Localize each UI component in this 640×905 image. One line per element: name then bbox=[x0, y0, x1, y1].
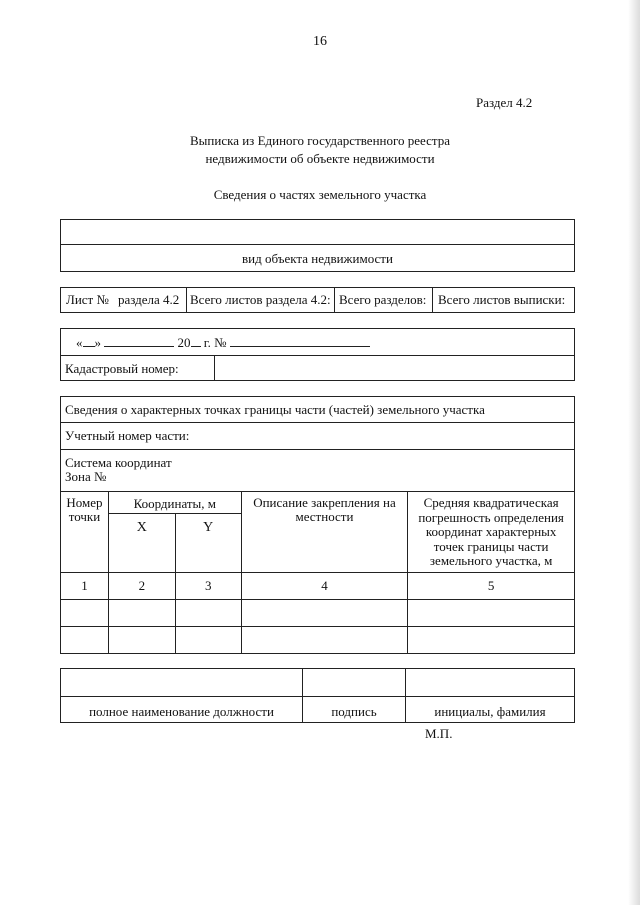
table-row bbox=[61, 626, 575, 653]
object-type-label: вид объекта недвижимости bbox=[242, 251, 393, 266]
document-title-line-2: недвижимости об объекте недвижимости bbox=[205, 151, 435, 166]
empty-cell bbox=[108, 600, 175, 626]
total-sections-label: Всего разделов: bbox=[339, 292, 427, 307]
zone-label: Зона № bbox=[65, 468, 107, 484]
empty-cell bbox=[408, 600, 575, 626]
signature-block bbox=[60, 668, 575, 723]
sheet-number-cell bbox=[61, 288, 187, 312]
year-prefix: 20 bbox=[177, 335, 191, 350]
empty-cell bbox=[61, 600, 109, 626]
col-header-point-number: Номер точки bbox=[61, 492, 109, 572]
total-sheets-extract-label: Всего листов выписки: bbox=[438, 292, 566, 307]
document-title-line-1: Выписка из Единого государственного реестра bbox=[190, 133, 450, 148]
object-type-divider bbox=[61, 244, 574, 245]
date-open-quote: « bbox=[76, 335, 83, 350]
col-header-description: Описание закрепления на местности bbox=[241, 492, 408, 572]
account-number-label: Учетный номер части: bbox=[61, 423, 575, 449]
page-edge-shadow bbox=[628, 0, 640, 905]
day-blank bbox=[83, 335, 95, 347]
col-header-coordinates: Координаты, м bbox=[108, 492, 241, 513]
coordinate-system-cell bbox=[61, 449, 575, 492]
total-sheets-extract-cell bbox=[433, 288, 574, 312]
empty-cell bbox=[175, 626, 241, 653]
empty-cell bbox=[241, 600, 408, 626]
document-subtitle: Сведения о частях земельного участка bbox=[213, 187, 427, 202]
date-divider bbox=[61, 355, 574, 356]
col-number-2: 2 bbox=[108, 572, 175, 599]
cadastral-number-label: Кадастровый номер: bbox=[65, 361, 179, 376]
year-blank bbox=[191, 335, 201, 347]
col-number-3: 3 bbox=[175, 572, 241, 599]
coordinate-system-label: Система координат bbox=[65, 454, 172, 470]
total-sheets-section-label: Всего листов раздела 4.2: bbox=[190, 292, 331, 307]
col-number-5: 5 bbox=[408, 572, 575, 599]
empty-cell bbox=[61, 626, 109, 653]
date-line bbox=[76, 335, 370, 351]
date-cadastral-box bbox=[60, 328, 575, 381]
characteristic-points-table bbox=[60, 396, 575, 654]
signature-divider bbox=[61, 696, 574, 697]
empty-cell bbox=[408, 626, 575, 653]
col-number-1: 1 bbox=[61, 572, 109, 599]
col-header-error: Средняя квадратическая погрешность определения координат характерных точек границы части земельного участка, м bbox=[408, 492, 575, 572]
sheet-section-label: раздела 4.2 bbox=[118, 292, 180, 307]
total-sheets-section-cell bbox=[187, 288, 335, 312]
signature-label: подпись bbox=[331, 704, 377, 719]
table-row bbox=[61, 600, 575, 626]
year-suffix: г. № bbox=[203, 335, 227, 350]
total-sections-cell bbox=[335, 288, 433, 312]
object-type-box bbox=[60, 219, 575, 272]
stamp-label: М.П. bbox=[425, 726, 453, 741]
sheet-info-row bbox=[60, 287, 575, 313]
number-blank bbox=[230, 335, 370, 347]
position-label: полное наименование должности bbox=[89, 704, 274, 719]
month-blank bbox=[104, 335, 174, 347]
col-header-x: X bbox=[108, 513, 175, 572]
cadastral-divider bbox=[214, 355, 215, 380]
empty-cell bbox=[175, 600, 241, 626]
sheet-number-label: Лист № bbox=[66, 292, 109, 307]
page-number: 16 bbox=[313, 34, 327, 49]
col-number-4: 4 bbox=[241, 572, 408, 599]
empty-cell bbox=[241, 626, 408, 653]
col-header-y: Y bbox=[175, 513, 241, 572]
empty-cell bbox=[108, 626, 175, 653]
date-close-quote: » bbox=[94, 335, 101, 350]
initials-label: инициалы, фамилия bbox=[434, 704, 546, 719]
points-table-heading: Сведения о характерных точках границы части (частей) земельного участка bbox=[61, 397, 575, 423]
section-label: Раздел 4.2 bbox=[476, 95, 533, 110]
